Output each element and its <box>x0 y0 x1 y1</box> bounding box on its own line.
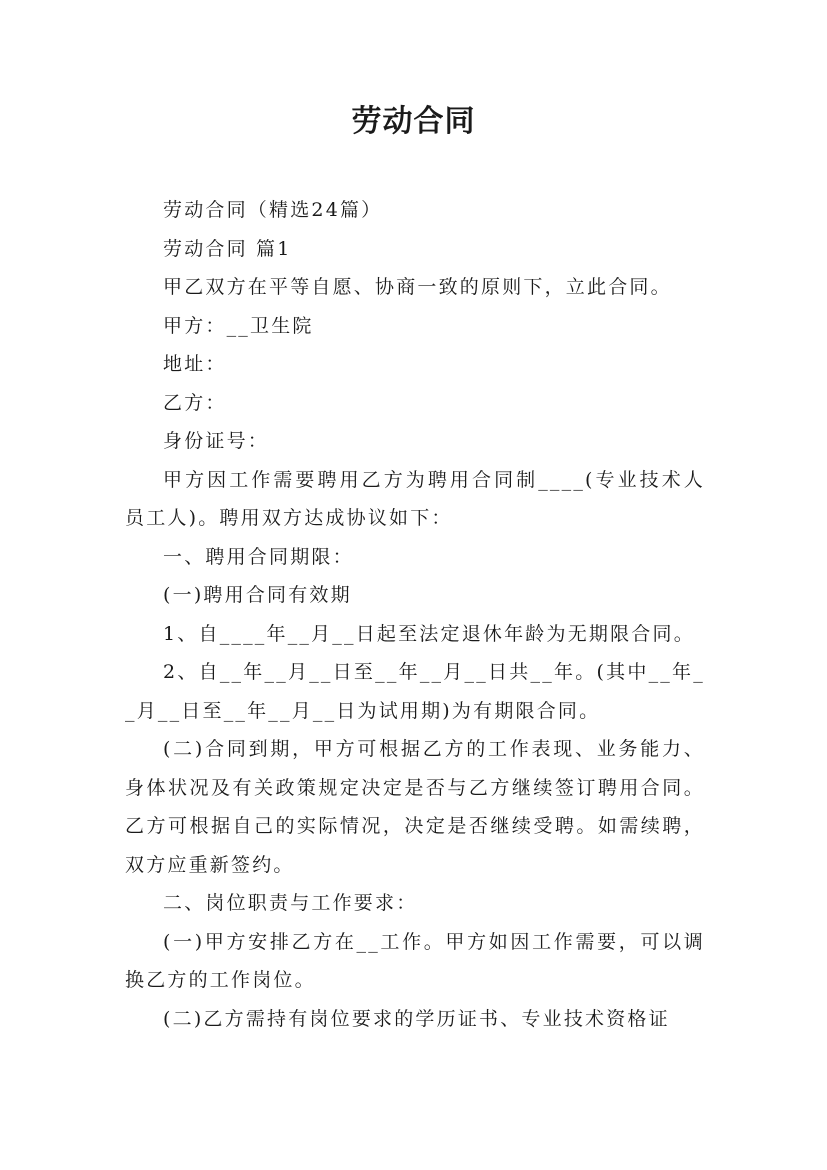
paragraph: 劳动合同（精选24篇） <box>163 199 383 221</box>
paragraph: 一、聘用合同期限： <box>163 545 354 568</box>
paragraph: (一)聘用合同有效期 <box>163 584 352 606</box>
document-title: 劳动合同 <box>351 104 476 139</box>
paragraph: 甲方：__卫生院 <box>163 314 314 337</box>
paragraph: 二、岗位职责与工作要求： <box>163 892 418 914</box>
document-body <box>125 191 705 1038</box>
paragraph: 身份证号： <box>163 430 270 452</box>
paragraph: 甲乙双方在平等自愿、协商一致的原则下，立此合同。 <box>163 276 672 298</box>
paragraph: 2、自__年__月__日至__年__月__日共__年。(其中__年__月__日至__年__月__日为试用期)为有期限合同。 <box>125 661 705 722</box>
paragraph: 地址： <box>163 353 227 375</box>
paragraph: (一)甲方安排乙方在__工作。甲方如因工作需要，可以调换乙方的工作岗位。 <box>125 930 705 991</box>
paragraph: 乙方： <box>163 391 227 414</box>
paragraph: 甲方因工作需要聘用乙方为聘用合同制____(专业技术人员工人)。聘用双方达成协议如下： <box>125 468 705 529</box>
paragraph: 劳动合同 篇1 <box>163 237 292 260</box>
paragraph: (二)合同到期，甲方可根据乙方的工作表现、业务能力、身体状况及有关政策规定决定是否与乙方继续签订聘用合同。乙方可根据自己的实际情况，决定是否继续受聘。如需续聘，双方应重新签约。 <box>125 738 705 876</box>
paragraph: (二)乙方需持有岗位要求的学历证书、专业技术资格证 <box>163 1007 670 1030</box>
paragraph: 1、自____年__月__日起至法定退休年龄为无期限合同。 <box>163 622 695 645</box>
